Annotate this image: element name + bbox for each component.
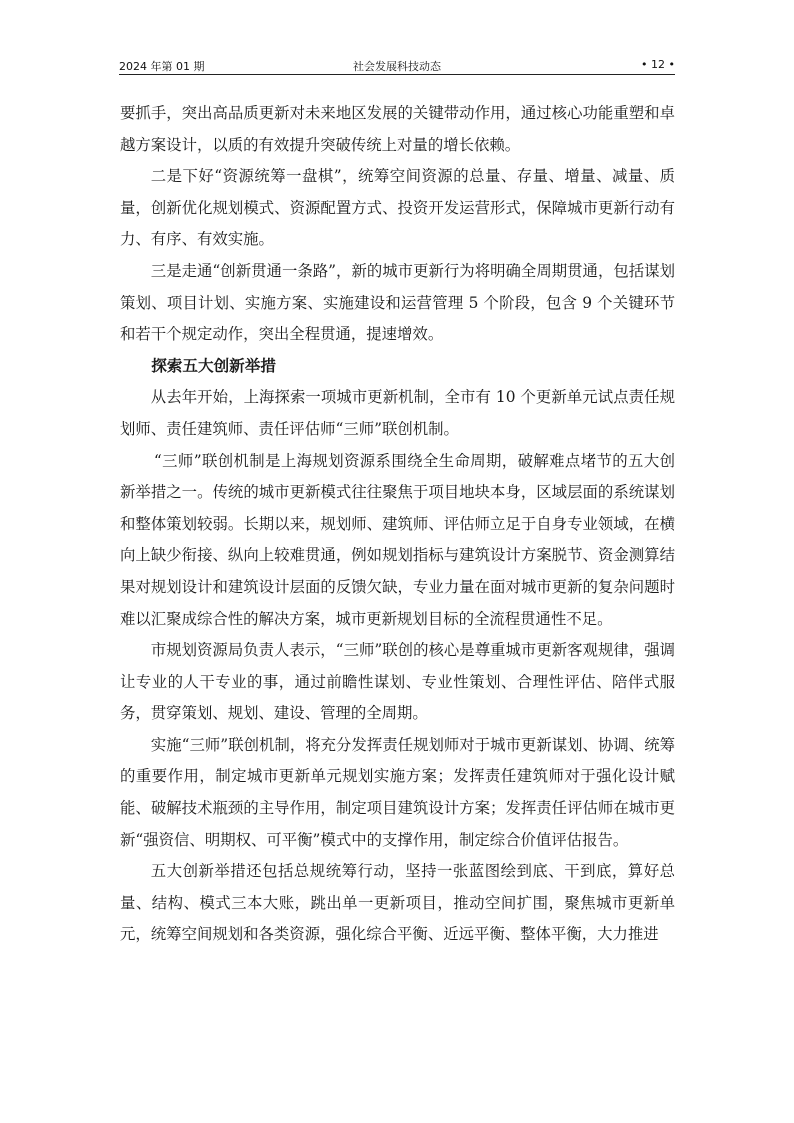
paragraph-five-measures: 五大创新举措还包括总规统筹行动，坚持一张蓝图绘到底、干到底，算好总量、结构、模式三本大账，跳出单一更新项目，推动空间扩围，聚焦城市更新单元，统筹空间规划和各类资源，强化综合平衡、近远平衡、整体平衡，大力推进: [120, 862, 675, 944]
paragraph-implementation: 实施“三师”联创机制，将充分发挥责任规划师对于城市更新谋划、协调、统筹的重要作用，制定城市更新单元规划实施方案；发挥责任建筑师对于强化设计赋能、破解技术瓶颈的主导作用，制定项目建筑设计方案；发挥责任评估师在城市更新“强资信、明期权、可平衡”模式中的支撑作用，制定综合价值评估报告。: [120, 735, 675, 849]
paragraph-three-masters-intro: 从去年开始，上海探索一项城市更新机制，全市有 10 个更新单元试点责任规划师、责任建筑师、责任评估师“三师”联创机制。: [120, 388, 675, 438]
publication-title: 社会发展科技动态: [353, 60, 441, 73]
paragraph-official-statement: 市规划资源局负责人表示，“三师”联创的核心是尊重城市更新客观规律，强调让专业的人干专业的事，通过前瞻性谋划、专业性策划、合理性评估、陪伴式服务，贯穿策划、规划、建设、管理的全周期。: [120, 641, 675, 723]
paragraph-full-cycle: 三是走通“创新贯通一条路”，新的城市更新行为将明确全周期贯通，包括谋划策划、项目计划、实施方案、实施建设和运营管理 5 个阶段，包含 9 个关键环节和若干个规定动作，突出全程贯通，提速增效。: [120, 261, 675, 344]
header-divider: [119, 74, 675, 75]
paragraph-continuation: 要抓手，突出高品质更新对未来地区发展的关键带动作用，通过核心功能重塑和卓越方案设计，以质的有效提升突破传统上对量的增长依赖。: [120, 104, 675, 154]
page-number: • 12 •: [641, 58, 675, 71]
paragraph-three-masters-mechanism: “三师”联创机制是上海规划资源系围绕全生命周期，破解难点堵节的五大创新举措之一。传统的城市更新模式往往聚焦于项目地块本身，区域层面的系统谋划和整体策划较弱。长期以来，规划师、建筑师、评估师立足于自身专业领域，在横向上缺少衔接、纵向上较难贯通，例如规划指标与建筑设计方案脱节、资金测算结果对规划设计和建筑设计层面的反馈欠缺，专业力量在面对城市更新的复杂问题时难以汇聚成综合性的解决方案，城市更新规划目标的全流程贯通性不足。: [120, 451, 675, 628]
paragraph-resource-coordination: 二是下好“资源统筹一盘棋”，统筹空间资源的总量、存量、增量、减量、质量，创新优化规划模式、资源配置方式、投资开发运营形式，保障城市更新行动有力、有序、有效实施。: [120, 167, 675, 249]
section-heading: 探索五大创新举措: [151, 356, 276, 375]
article-body: [120, 98, 675, 951]
issue-label: 2024 年第 01 期: [119, 60, 205, 73]
